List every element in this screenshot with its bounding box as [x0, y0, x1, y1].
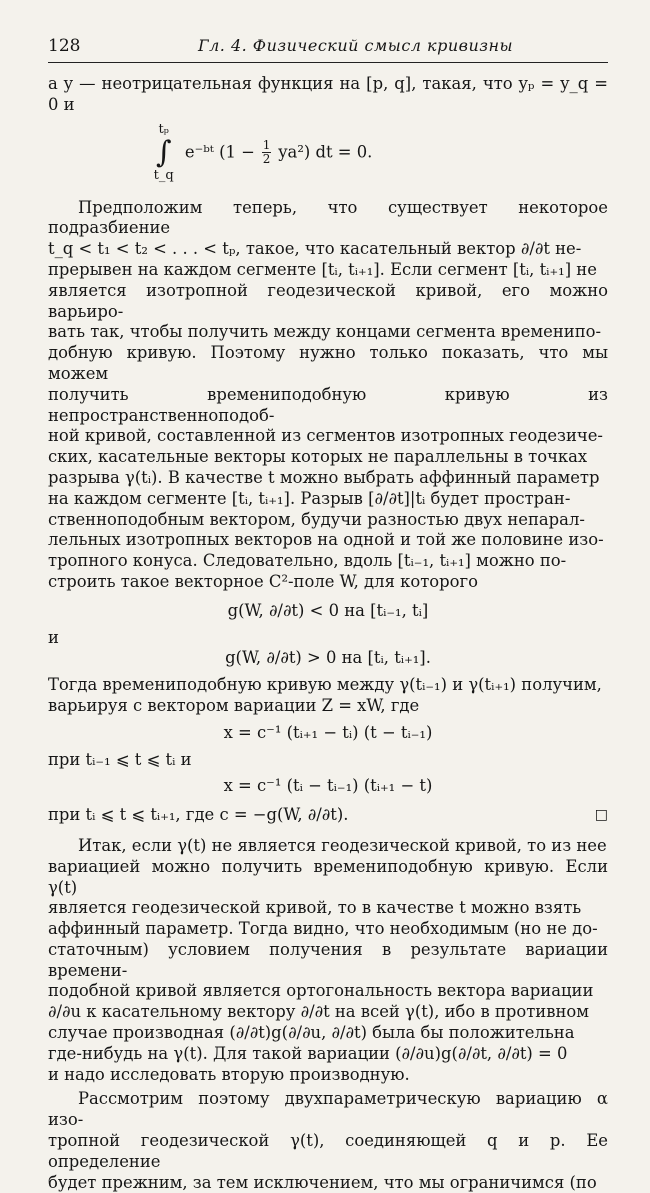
text-line: прерывен на каждом сегменте [tᵢ, tᵢ₊₁]. Если сегмент [tᵢ, tᵢ₊₁] не [48, 259, 597, 279]
page-number: 128 [48, 36, 81, 56]
equation-x-second: x = c⁻¹ (tᵢ − tᵢ₋₁) (tᵢ₊₁ − t) [223, 776, 433, 796]
text-line: добную кривую. Поэтому нужно только показать, что мы можем [48, 343, 608, 383]
text-line: получить времениподобную кривую из непространственноподоб- [48, 384, 608, 425]
header-rule [48, 62, 608, 63]
integrand-start: e⁻ᵇᵗ (1 − [184, 142, 255, 162]
text-line: Тогда времениподобную кривую между γ(tᵢ₋₁) и γ(tᵢ₊₁) получим, [48, 675, 602, 695]
condition-second-text: при tᵢ ⩽ t ⩽ tᵢ₊₁, где c = −g(W, ∂/∂t). [48, 805, 349, 825]
integrand-end: ya²) dt = 0. [278, 142, 373, 162]
lead-line: а y — неотрицательная функция на [p, q], такая, что yₚ = y_q = 0 и [48, 74, 608, 114]
text-line: разрыва γ(tᵢ). В качестве t можно выбрать аффинный параметр [48, 467, 600, 487]
page-body [48, 74, 608, 1193]
equation-x-first: x = c⁻¹ (tᵢ₊₁ − tᵢ) (t − tᵢ₋₁) [223, 722, 433, 742]
integral-sign [154, 122, 174, 184]
text-line: является геодезической кривой, то в качестве t можно взять [48, 898, 582, 918]
text-line: ной кривой, составленной из сегментов изотропных геодезиче- [48, 426, 603, 446]
conjunction-and: и [48, 627, 59, 647]
text-line: тропного конуса. Следовательно, вдоль [tᵢ₋₁, tᵢ₊₁] можно по- [48, 551, 567, 571]
text-line: случае производная (∂/∂t)g(∂/∂u, ∂/∂t) была бы положительна [48, 1023, 575, 1043]
text-line: Рассмотрим поэтому двухпараметрическую вариацию α изо- [48, 1089, 608, 1130]
integral-upper-limit: tₚ [158, 121, 169, 137]
text-line: будет прежним, за тем исключением, что мы ограничимся (по [48, 1172, 597, 1192]
paragraph-subdivision [48, 198, 608, 593]
text-line: где-нибудь на γ(t). Для такой вариации (∂/∂u)g(∂/∂t, ∂/∂t) = 0 [48, 1043, 568, 1063]
paragraph-two-parameter [48, 1089, 608, 1193]
text-line: Итак, если γ(t) не является геодезической кривой, то из нее [78, 835, 607, 855]
fraction-numerator: 1 [262, 138, 271, 153]
text-line: t_q < t₁ < t₂ < . . . < tₚ, такое, что касательный вектор ∂/∂t не- [48, 239, 582, 259]
text-line: ских, касательные векторы которых не параллельны в точках [48, 447, 588, 467]
text-line: варьируя с вектором вариации Z = xW, где [48, 695, 420, 715]
text-line: на каждом сегменте [tᵢ, tᵢ₊₁]. Разрыв [∂/∂t]|tᵢ будет простран- [48, 488, 571, 508]
text-line: лельных изотропных векторов на одной и той же половине изо- [48, 530, 604, 550]
text-line: является изотропной геодезической кривой, его можно варьиро- [48, 280, 608, 321]
condition-second [48, 805, 608, 826]
condition-first: при tᵢ₋₁ ⩽ t ⩽ tᵢ и [48, 749, 192, 769]
paragraph-variation [48, 675, 608, 717]
fraction-denominator: 2 [262, 152, 271, 167]
paragraph-geodesic [48, 836, 608, 1086]
integral-equation [0, 122, 608, 184]
equation-w-positive: g(W, ∂/∂t) > 0 на [tᵢ, tᵢ₊₁]. [225, 648, 431, 668]
text-line: ственноподобным вектором, будучи разностью двух непарал- [48, 509, 585, 529]
text-line: ∂/∂u к касательному вектору ∂/∂t на всей γ(t), ибо в противном [48, 1002, 589, 1022]
page-header [48, 36, 608, 64]
text-line: подобной кривой является ортогональность вектора вариации [48, 981, 594, 1001]
equation-w-negative: g(W, ∂/∂t) < 0 на [tᵢ₋₁, tᵢ] [227, 600, 429, 620]
fraction-one-half [262, 139, 271, 166]
integral-lower-limit: t_q [153, 167, 174, 183]
end-of-proof-symbol: □ [594, 807, 608, 824]
text-line: тропной геодезической γ(t), соединяющей q и p. Ее определение [48, 1131, 608, 1171]
text-line: и надо исследовать вторую производную. [48, 1064, 410, 1084]
text-line: статочным) условием получения в результате вариации времени- [48, 939, 608, 980]
text-line: вариацией можно получить времениподобную кривую. Если γ(t) [48, 856, 608, 897]
text-line: строить такое векторное C²-поле W, для которого [48, 571, 478, 591]
text-line: аффинный параметр. Тогда видно, что необходимым (но не до- [48, 919, 598, 939]
integral-symbol: ∫ [155, 134, 172, 170]
running-title: Гл. 4. Физический смысл кривизны [198, 36, 514, 55]
text-line: вать так, чтобы получить между концами сегмента временипо- [48, 322, 602, 342]
text-line: Предположим теперь, что существует некоторое подразбиение [48, 197, 608, 238]
